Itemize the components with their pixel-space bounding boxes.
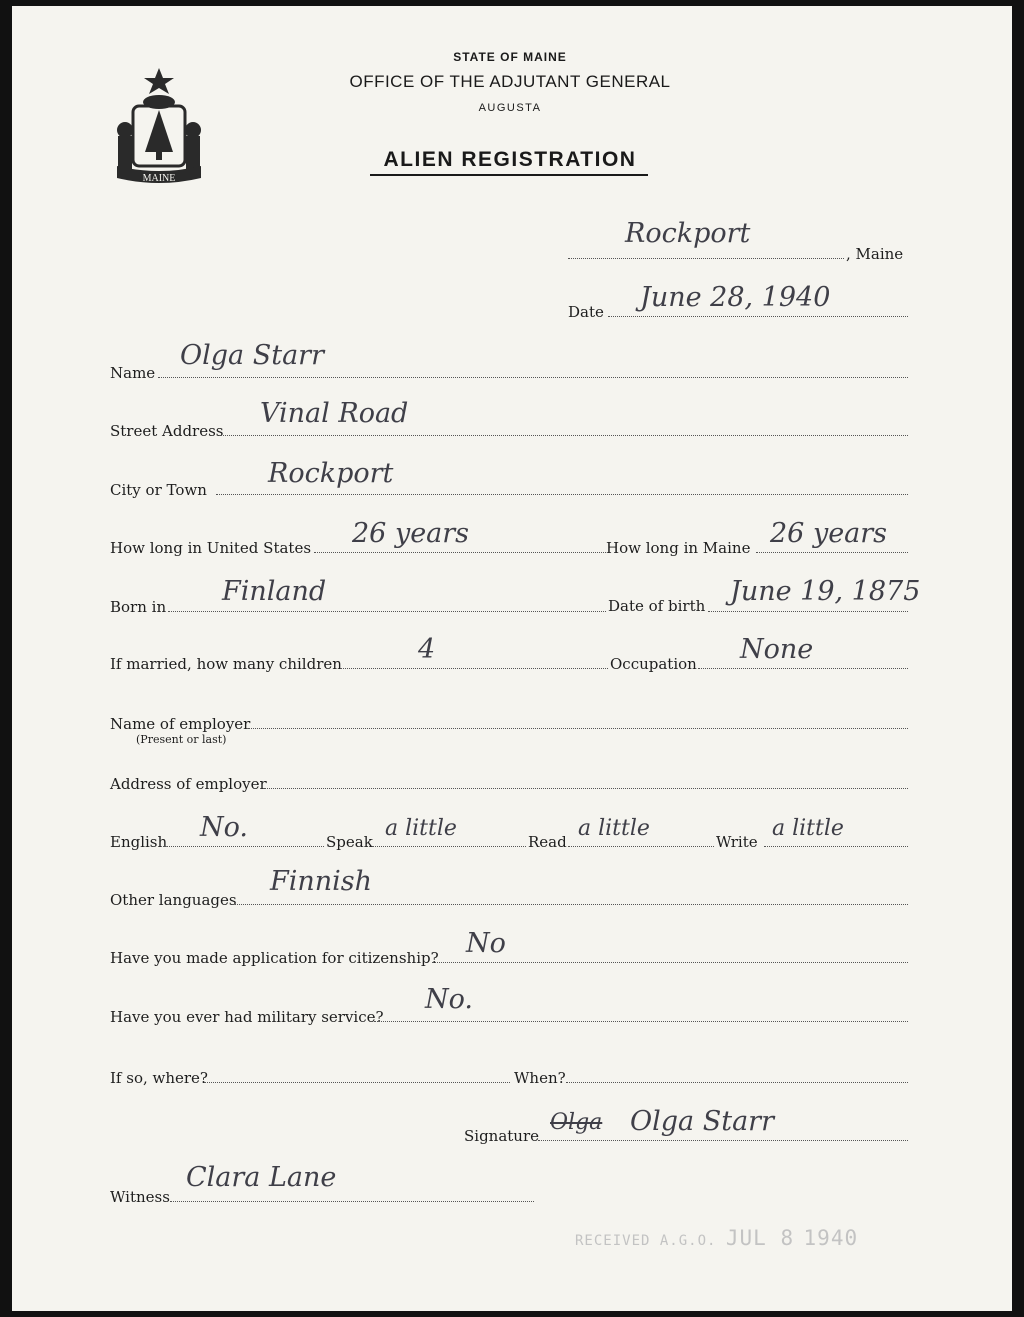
name-dots: [158, 377, 908, 378]
date-dots: [608, 316, 908, 317]
when-dots: [566, 1082, 908, 1083]
street-label: Street Address: [110, 422, 224, 440]
dob-entry: June 19, 1875: [730, 576, 921, 607]
english-label: English: [110, 833, 168, 851]
where-dots: [204, 1082, 510, 1083]
years-maine-dots: [756, 552, 908, 553]
read-label: Read: [528, 833, 567, 851]
citizenship-label: Have you made application for citizenship?: [110, 949, 439, 967]
city-dots: [216, 494, 908, 495]
street-entry: Vinal Road: [260, 398, 409, 429]
state-seal-icon: [103, 62, 215, 190]
street-dots: [220, 435, 908, 436]
military-dots: [374, 1021, 908, 1022]
state-heading: STATE OF MAINE: [453, 50, 567, 64]
born-entry: Finland: [222, 576, 327, 607]
occupation-label: Occupation: [610, 655, 697, 673]
when-label: When?: [514, 1069, 566, 1087]
stamp-received-text: RECEIVED A.G.O.: [575, 1233, 717, 1249]
occupation-entry: None: [740, 634, 814, 665]
city-heading: AUGUSTA: [478, 102, 542, 114]
signature-label: Signature: [464, 1127, 540, 1145]
witness-entry: Clara Lane: [186, 1162, 337, 1193]
date-label: Date: [568, 303, 604, 321]
signature-dots: [538, 1140, 908, 1141]
seal-banner-text: MAINE: [142, 173, 176, 184]
office-heading: OFFICE OF THE ADJUTANT GENERAL: [349, 72, 671, 91]
maine-label: , Maine: [846, 245, 904, 263]
children-label: If married, how many children: [110, 655, 342, 673]
title-underline: [370, 174, 648, 176]
years-us-label: How long in United States: [110, 539, 312, 557]
children-entry: 4: [418, 634, 436, 665]
dob-dots: [708, 611, 908, 612]
speak-label: Speak: [326, 833, 373, 851]
read-entry: a little: [578, 816, 650, 841]
employer-address-label: Address of employer: [110, 775, 267, 793]
name-label: Name: [110, 364, 156, 382]
english-entry: No.: [200, 812, 248, 843]
form-title: ALIEN REGISTRATION: [383, 148, 637, 171]
employer-dots: [248, 728, 908, 729]
town-dots: [568, 258, 844, 259]
other-languages-entry: Finnish: [270, 866, 373, 897]
other-languages-dots: [232, 904, 908, 905]
citizenship-entry: No: [466, 928, 506, 959]
employer-label: Name of employer: [110, 715, 251, 733]
city-label: City or Town: [110, 481, 207, 499]
military-entry: No.: [425, 984, 473, 1015]
years-us-dots: [314, 552, 606, 553]
name-entry: Olga Starr: [180, 340, 324, 371]
military-label: Have you ever had military service?: [110, 1008, 384, 1026]
years-us-entry: 26 years: [352, 518, 470, 549]
where-label: If so, where?: [110, 1069, 208, 1087]
read-dots: [568, 846, 714, 847]
write-label: Write: [716, 833, 758, 851]
english-dots: [164, 846, 324, 847]
stamp-year-text: 1940: [803, 1226, 859, 1250]
date-entry: June 28, 1940: [640, 282, 831, 313]
write-entry: a little: [772, 816, 844, 841]
occupation-dots: [698, 668, 908, 669]
city-entry: Rockport: [268, 458, 394, 489]
speak-entry: a little: [385, 816, 457, 841]
signature-struck-entry: Olga: [550, 1110, 603, 1135]
employer-sublabel: (Present or last): [136, 733, 227, 746]
employer-address-dots: [264, 788, 908, 789]
dob-label: Date of birth: [608, 597, 706, 615]
town-entry: Rockport: [625, 218, 751, 249]
signature-entry: Olga Starr: [630, 1106, 774, 1137]
witness-dots: [170, 1201, 534, 1202]
children-dots: [340, 668, 608, 669]
born-label: Born in: [110, 598, 167, 616]
stamp-date-text: JUL 8: [725, 1226, 795, 1250]
years-maine-label: How long in Maine: [606, 539, 751, 557]
received-stamp: [575, 1226, 858, 1250]
witness-label: Witness: [110, 1188, 170, 1206]
speak-dots: [372, 846, 526, 847]
years-maine-entry: 26 years: [770, 518, 888, 549]
other-languages-label: Other languages: [110, 891, 237, 909]
write-dots: [764, 846, 908, 847]
citizenship-dots: [432, 962, 908, 963]
born-dots: [168, 611, 606, 612]
